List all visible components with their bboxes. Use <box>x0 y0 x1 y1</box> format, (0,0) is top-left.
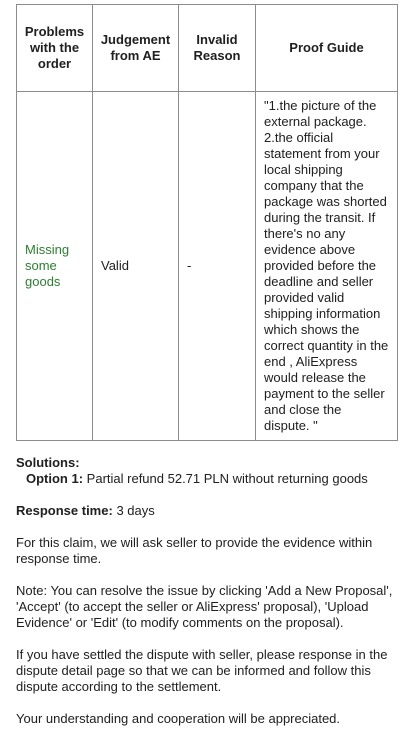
cell-problem: Missing some goods <box>17 92 93 441</box>
appreciation-paragraph: Your understanding and cooperation will be appreciated. <box>16 711 341 726</box>
settlement-paragraph: If you have settled the dispute with seller, please response in the dispute detail page so that we can be informed and follow this dispute according to the settlement. <box>16 647 388 694</box>
solution-option <box>16 471 398 487</box>
table-header-row <box>17 5 398 92</box>
response-time-label: Response time: <box>16 503 113 518</box>
claim-paragraph: For this claim, we will ask seller to provide the evidence within response time. <box>16 535 373 566</box>
cell-judgement: Valid <box>93 92 179 441</box>
dispute-table <box>16 4 398 441</box>
option-text: Partial refund 52.71 PLN without returning goods <box>86 471 368 486</box>
header-judgement: Judgement from AE <box>93 5 179 92</box>
response-time <box>16 503 398 519</box>
option-label: Option 1: <box>26 471 84 486</box>
response-time-value: 3 days <box>116 503 155 518</box>
header-proof-guide: Proof Guide <box>256 5 398 92</box>
header-invalid-reason: Invalid Reason <box>179 5 256 92</box>
header-problems: Problems with the order <box>17 5 93 92</box>
note-paragraph: Note: You can resolve the issue by clicking 'Add a New Proposal', 'Accept' (to accept the seller or AliExpress' proposal), 'Upload Evidence' or 'Edit' (to modify comments on the proposal). <box>16 583 393 630</box>
table-row <box>17 92 398 441</box>
solutions-title: Solutions: <box>16 455 80 470</box>
cell-invalid-reason: - <box>179 92 256 441</box>
cell-proof-guide: "1.the picture of the external package. 2.the official statement from your local shipping company that the package was shorted during the transit. If there's no any evidence above provided before the deadline and seller provided valid shipping information which shows the correct quantity in the end , AliExpress would release the payment to the seller and close the dispute. " <box>256 92 398 441</box>
